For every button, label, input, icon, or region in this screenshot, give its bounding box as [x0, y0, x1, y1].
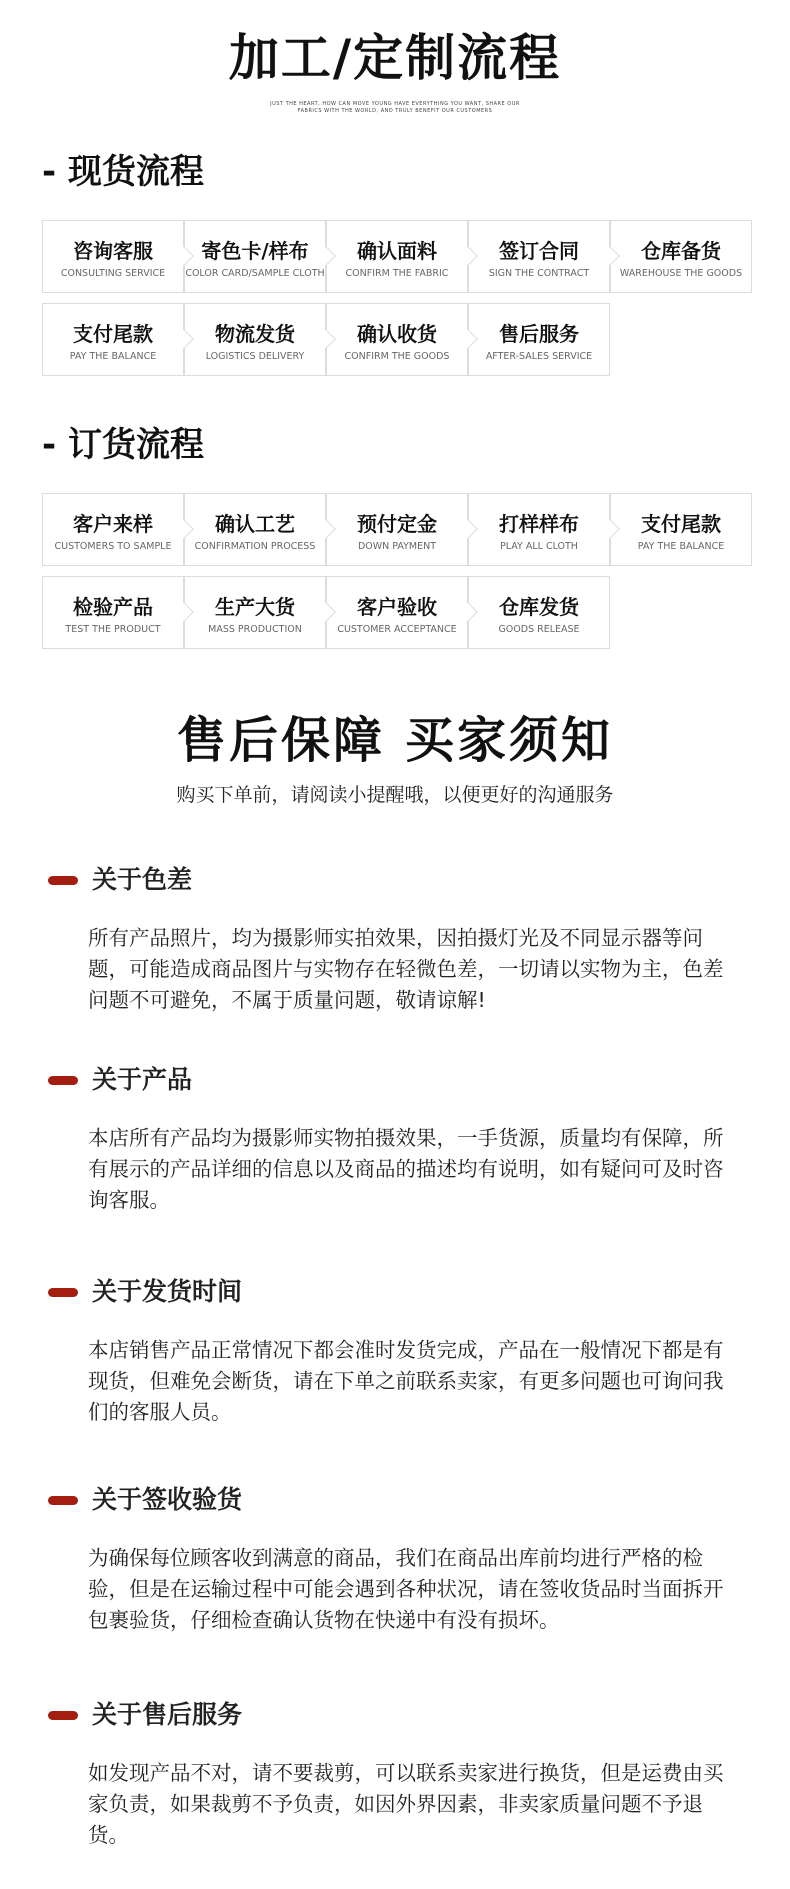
step-label-en: PAY THE BALANCE — [69, 351, 157, 362]
step-label-en: CONFIRM THE GOODS — [344, 351, 450, 362]
stock-process-title: - 现货流程 — [42, 152, 204, 192]
notice-text: 所有产品照片，均为摄影师实拍效果，因拍摄灯光及不同显示器等问题，可能造成商品图片与实物存在轻微色差，一切请以实物为主，色差问题不可避免，不属于质量问题，敬请谅解! — [88, 926, 724, 1012]
page-subtitle — [250, 101, 540, 115]
notice-heading: 关于签收验货 — [92, 1485, 243, 1514]
process-step — [326, 303, 468, 376]
process-step — [326, 220, 468, 293]
page-subtitle-line: FABRICS WITH THE WORLD, AND TRULY BENEFIT OUR CUSTOMERS — [297, 108, 493, 114]
step-label: 打样样布 — [499, 512, 579, 536]
step-label: 支付尾款 — [641, 512, 721, 536]
process-step — [42, 493, 184, 566]
step-label-en: AFTER-SALES SERVICE — [485, 351, 593, 362]
notice-text: 本店所有产品均为摄影师实物拍摄效果，一手货源，质量均有保障，所有展示的产品详细的信息以及商品的描述均有说明，如有疑问可及时咨询客服。 — [88, 1126, 724, 1212]
stock-process-grid — [42, 220, 752, 376]
process-row — [42, 220, 752, 293]
step-label-en: TEST THE PRODUCT — [65, 624, 161, 635]
process-step — [184, 576, 326, 649]
step-label: 物流发货 — [215, 322, 295, 346]
step-label-en: CUSTOMER ACCEPTANCE — [337, 624, 457, 635]
step-label: 签订合同 — [499, 239, 579, 263]
step-label-en: CUSTOMERS TO SAMPLE — [54, 541, 172, 552]
step-label: 客户来样 — [73, 512, 153, 536]
accent-bar-icon — [48, 1076, 78, 1085]
notice-heading: 关于发货时间 — [92, 1277, 243, 1306]
step-label: 生产大货 — [215, 595, 295, 619]
accent-bar-icon — [48, 1496, 78, 1505]
process-step — [184, 303, 326, 376]
process-step — [610, 493, 752, 566]
step-label-en: DOWN PAYMENT — [357, 541, 437, 552]
step-label-en: MASS PRODUCTION — [208, 624, 302, 635]
step-label-en: CONFIRM THE FABRIC — [345, 268, 449, 279]
accent-bar-icon — [48, 876, 78, 885]
process-step — [184, 220, 326, 293]
page-title: 加工/定制流程 — [228, 29, 562, 87]
notice-text: 本店销售产品正常情况下都会准时发货完成，产品在一般情况下都是有现货，但难免会断货，请在下单之前联系卖家，有更多问题也可询问我们的客服人员。 — [88, 1338, 724, 1424]
step-label: 售后服务 — [499, 322, 579, 346]
step-label-en: SIGN THE CONTRACT — [488, 268, 590, 279]
process-row — [42, 303, 752, 376]
process-step — [42, 220, 184, 293]
step-label-en: WAREHOUSE THE GOODS — [619, 268, 743, 279]
step-label: 确认工艺 — [215, 512, 295, 536]
notice-heading: 关于色差 — [92, 865, 193, 894]
step-label: 仓库备货 — [641, 239, 721, 263]
process-step — [42, 303, 184, 376]
process-step — [42, 576, 184, 649]
step-label-en: CONSULTING SERVICE — [60, 268, 166, 279]
notice-heading: 关于售后服务 — [92, 1700, 243, 1729]
after-sales-title: 售后保障 买家须知 — [176, 712, 614, 769]
step-label: 客户验收 — [357, 595, 437, 619]
step-label-en: CONFIRMATION PROCESS — [194, 541, 316, 552]
page-subtitle-line: JUST THE HEART, HOW CAN MOVE YOUNG HAVE EVERYTHING YOU WANT, SHARE OUR — [270, 101, 520, 107]
process-step — [326, 493, 468, 566]
step-label-en: PAY THE BALANCE — [637, 541, 725, 552]
step-label: 确认面料 — [357, 239, 437, 263]
after-sales-subtitle: 购买下单前，请阅读小提醒哦，以便更好的沟通服务 — [176, 784, 614, 806]
step-label: 支付尾款 — [73, 322, 153, 346]
notice-text: 为确保每位顾客收到满意的商品，我们在商品出库前均进行严格的检验，但是在运输过程中可能会遇到各种状况，请在签收货品时当面拆开包裹验货，仔细检查确认货物在快递中有没有损坏。 — [88, 1546, 724, 1632]
order-process-title: - 订货流程 — [42, 425, 204, 465]
process-row — [42, 576, 752, 649]
process-step — [468, 576, 610, 649]
process-row — [42, 493, 752, 566]
step-label: 咨询客服 — [73, 239, 153, 263]
process-step — [468, 493, 610, 566]
step-label: 预付定金 — [357, 512, 437, 536]
step-label: 仓库发货 — [499, 595, 579, 619]
step-label-en: COLOR CARD/SAMPLE CLOTH — [185, 268, 325, 279]
notice-heading: 关于产品 — [92, 1065, 193, 1094]
process-step — [184, 493, 326, 566]
step-label: 检验产品 — [73, 595, 153, 619]
step-label-en: GOODS RELEASE — [498, 624, 580, 635]
order-process-grid — [42, 493, 752, 649]
accent-bar-icon — [48, 1288, 78, 1297]
step-label-en: LOGISTICS DELIVERY — [205, 351, 305, 362]
step-label: 确认收货 — [357, 322, 437, 346]
process-step — [610, 220, 752, 293]
step-label: 寄色卡/样布 — [201, 239, 309, 263]
process-step — [468, 220, 610, 293]
process-step — [468, 303, 610, 376]
notice-text: 如发现产品不对，请不要裁剪，可以联系卖家进行换货，但是运费由买家负责，如果裁剪不予负责，如因外界因素，非卖家质量问题不予退货。 — [88, 1761, 724, 1847]
step-label-en: PLAY ALL CLOTH — [500, 541, 578, 552]
process-step — [326, 576, 468, 649]
accent-bar-icon — [48, 1711, 78, 1720]
